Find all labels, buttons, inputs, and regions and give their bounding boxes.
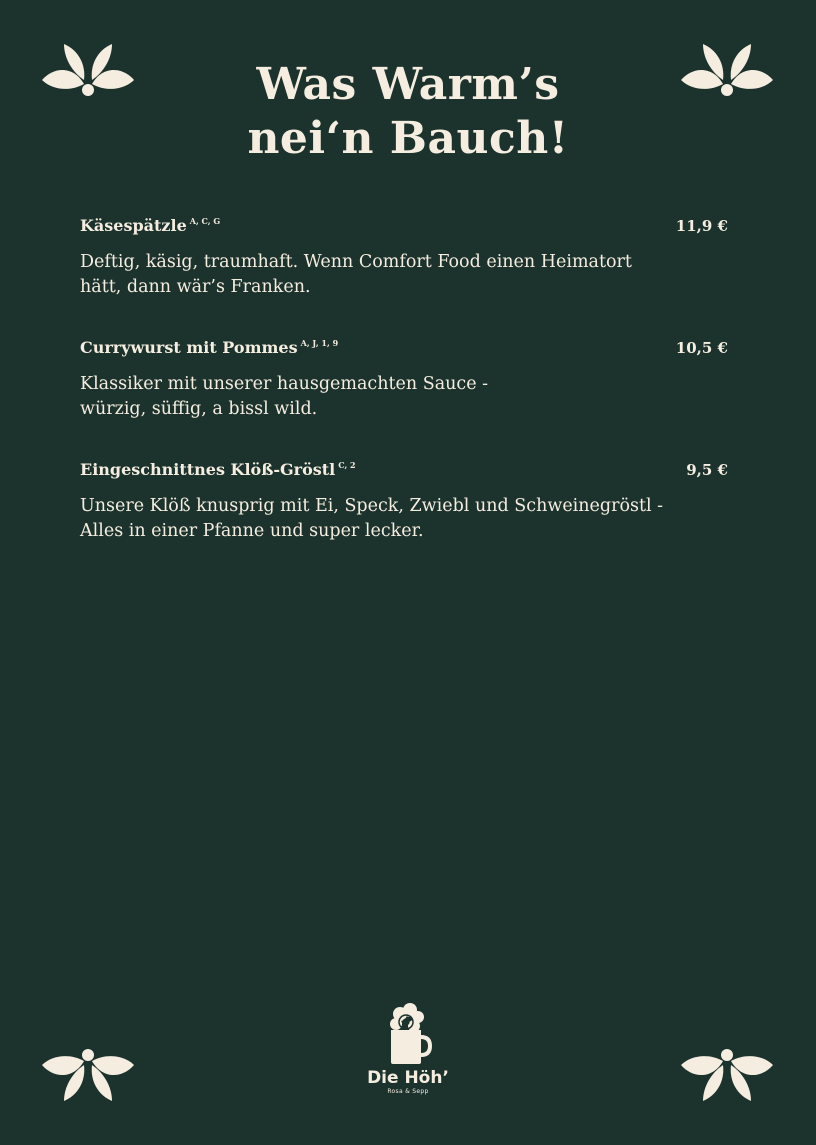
menu-item-description: Deftig, käsig, traumhaft. Wenn Comfort Food einen Heimatort hätt, dann wär’s Franken. <box>80 252 632 297</box>
page-title <box>0 58 816 166</box>
menu-item-name: Käsespätzle $^{A, C, G}$ <box>80 216 221 235</box>
logo-wordmark: Die Höh’ <box>367 1068 449 1088</box>
menu-item <box>80 460 728 544</box>
allergen-codes: A, C, G <box>189 216 221 226</box>
allergen-codes: C, 2 <box>338 460 356 470</box>
menu-item-header <box>80 216 728 240</box>
leaf-ornament-icon <box>679 1043 775 1105</box>
title-line-2: nei‘n Bauch! <box>247 113 569 164</box>
allergen-codes: A, J, 1, 9 <box>300 338 339 348</box>
beer-mug-icon <box>384 1002 432 1066</box>
menu-item-header <box>80 460 728 484</box>
menu-item-description: Unsere Klöß knusprig mit Ei, Speck, Zwiebl und Schweinegröstl - Alles in einer Pfanne und super lecker. <box>80 496 664 541</box>
menu-list <box>80 216 728 582</box>
menu-item-name: Eingeschnittnes Klöß-Gröstl $^{C, 2}$ <box>80 460 356 479</box>
menu-item <box>80 216 728 300</box>
menu-item <box>80 338 728 422</box>
title-line-1: Was Warm’s <box>256 59 560 110</box>
leaf-ornament-icon <box>40 1043 136 1105</box>
menu-item-price: 11,9 € <box>675 217 728 235</box>
menu-item-name: Currywurst mit Pommes $^{A, J, 1, 9}$ <box>80 338 339 357</box>
logo-tagline: Rosa & Sepp <box>387 1088 429 1095</box>
menu-item-description: Klassiker mit unserer hausgemachten Sauce - würzig, süffig, a bissl wild. <box>80 374 489 419</box>
menu-item-price: 10,5 € <box>675 339 728 357</box>
menu-item-price: 9,5 € <box>686 461 728 479</box>
menu-item-header <box>80 338 728 362</box>
brand-logo <box>358 1002 458 1096</box>
